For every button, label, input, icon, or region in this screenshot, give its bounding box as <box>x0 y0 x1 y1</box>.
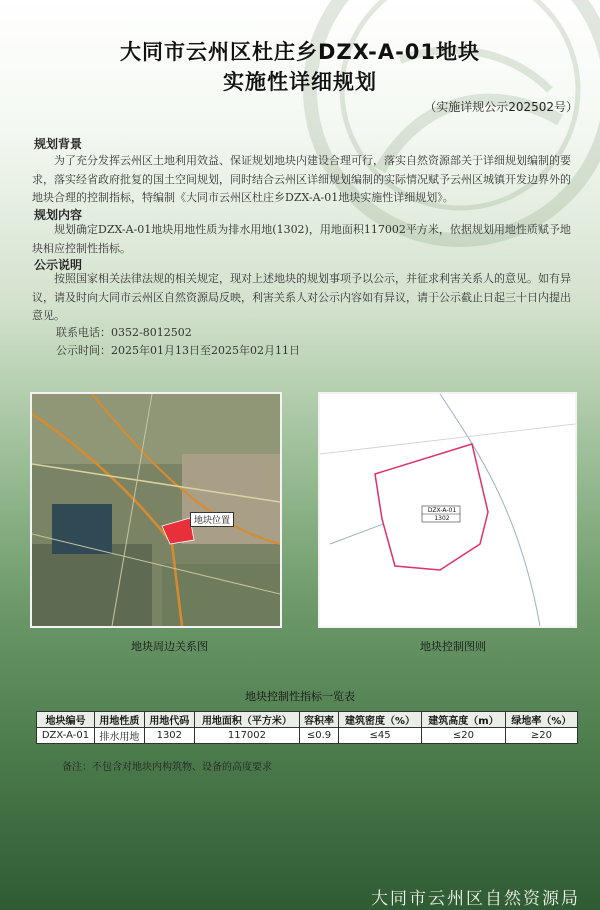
control-plan-map <box>318 392 577 628</box>
table-cell: ≤45 <box>338 728 421 744</box>
header-cell: 地块编号 <box>37 712 95 728</box>
location-label: 地块位置 <box>190 512 234 527</box>
table-cell: ≤20 <box>422 728 506 744</box>
map2-caption: 地块控制图则 <box>420 640 486 653</box>
table-note: 备注：不包含对地块内构筑物、设备的高度要求 <box>62 762 272 773</box>
header-cell: 建筑密度（%） <box>338 712 421 728</box>
table-row <box>37 728 578 744</box>
table-header-row <box>37 712 578 728</box>
table-cell: DZX-A-01 <box>37 728 95 744</box>
plot-code-label: DZX-A-01 <box>427 507 457 514</box>
header-cell: 用地代码 <box>144 712 194 728</box>
header-cell: 用地面积（平方米） <box>194 712 299 728</box>
content-text: 规划确定DZX-A-01地块用地性质为排水用地(1302)，用地面积117002平方米，依据规划用地性质赋予地块相应控制性指标。 <box>32 223 571 255</box>
table-cell: 排水用地 <box>94 728 144 744</box>
control-index-table <box>36 711 578 744</box>
table-cell: 1302 <box>144 728 194 744</box>
content-heading: 规划内容 <box>34 208 83 222</box>
header-cell: 容积率 <box>300 712 339 728</box>
table-cell: ≤0.9 <box>300 728 339 744</box>
background-heading: 规划背景 <box>34 137 83 151</box>
table-cell: ≥20 <box>505 728 577 744</box>
table-cell: 117002 <box>194 728 299 744</box>
issuer-footer: 大同市云州区自然资源局 <box>371 889 580 909</box>
notice-text: 按照国家相关法律法规的相关规定，现对上述地块的规划事项予以公示，并征求利害关系人的意见。如有异议，请及时向大同市云州区自然资源局反映，利害关系人对公示内容如有异议，请于公示截止日起三十日内提出意见。 <box>32 272 571 322</box>
header-cell: 建筑高度（m） <box>422 712 506 728</box>
table-title: 地块控制性指标一览表 <box>245 690 355 703</box>
background-text: 为了充分发挥云州区土地利用效益、保证规划地块内建设合理可行，落实自然资源部关于详细规划编制的要求，落实经省政府批复的国土空间规划，同时结合云州区详细规划编制的实际情况赋予云州区城镇开发边界外的地块合理的控制指标，特编制《大同市云州区杜庄乡DZX-A-01地块实施性详细规划》。 <box>32 154 571 204</box>
notice-heading: 公示说明 <box>34 258 83 272</box>
surrounding-map <box>30 392 282 628</box>
page-title: 大同市云州区杜庄乡DZX-A-01地块 <box>119 40 481 64</box>
notice-number: （实施详规公示202502号） <box>424 100 578 114</box>
satellite-image <box>32 394 280 626</box>
map1-caption: 地块周边关系图 <box>131 640 208 653</box>
notice-period: 公示时间：2025年01月13日至2025年02月11日 <box>56 344 300 357</box>
header-cell: 用地性质 <box>94 712 144 728</box>
header-cell: 绿地率（%） <box>505 712 577 728</box>
page-subtitle: 实施性详细规划 <box>223 70 377 94</box>
contact-phone: 联系电话：0352-8012502 <box>56 326 192 339</box>
plot-landuse-label: 1302 <box>434 515 450 522</box>
